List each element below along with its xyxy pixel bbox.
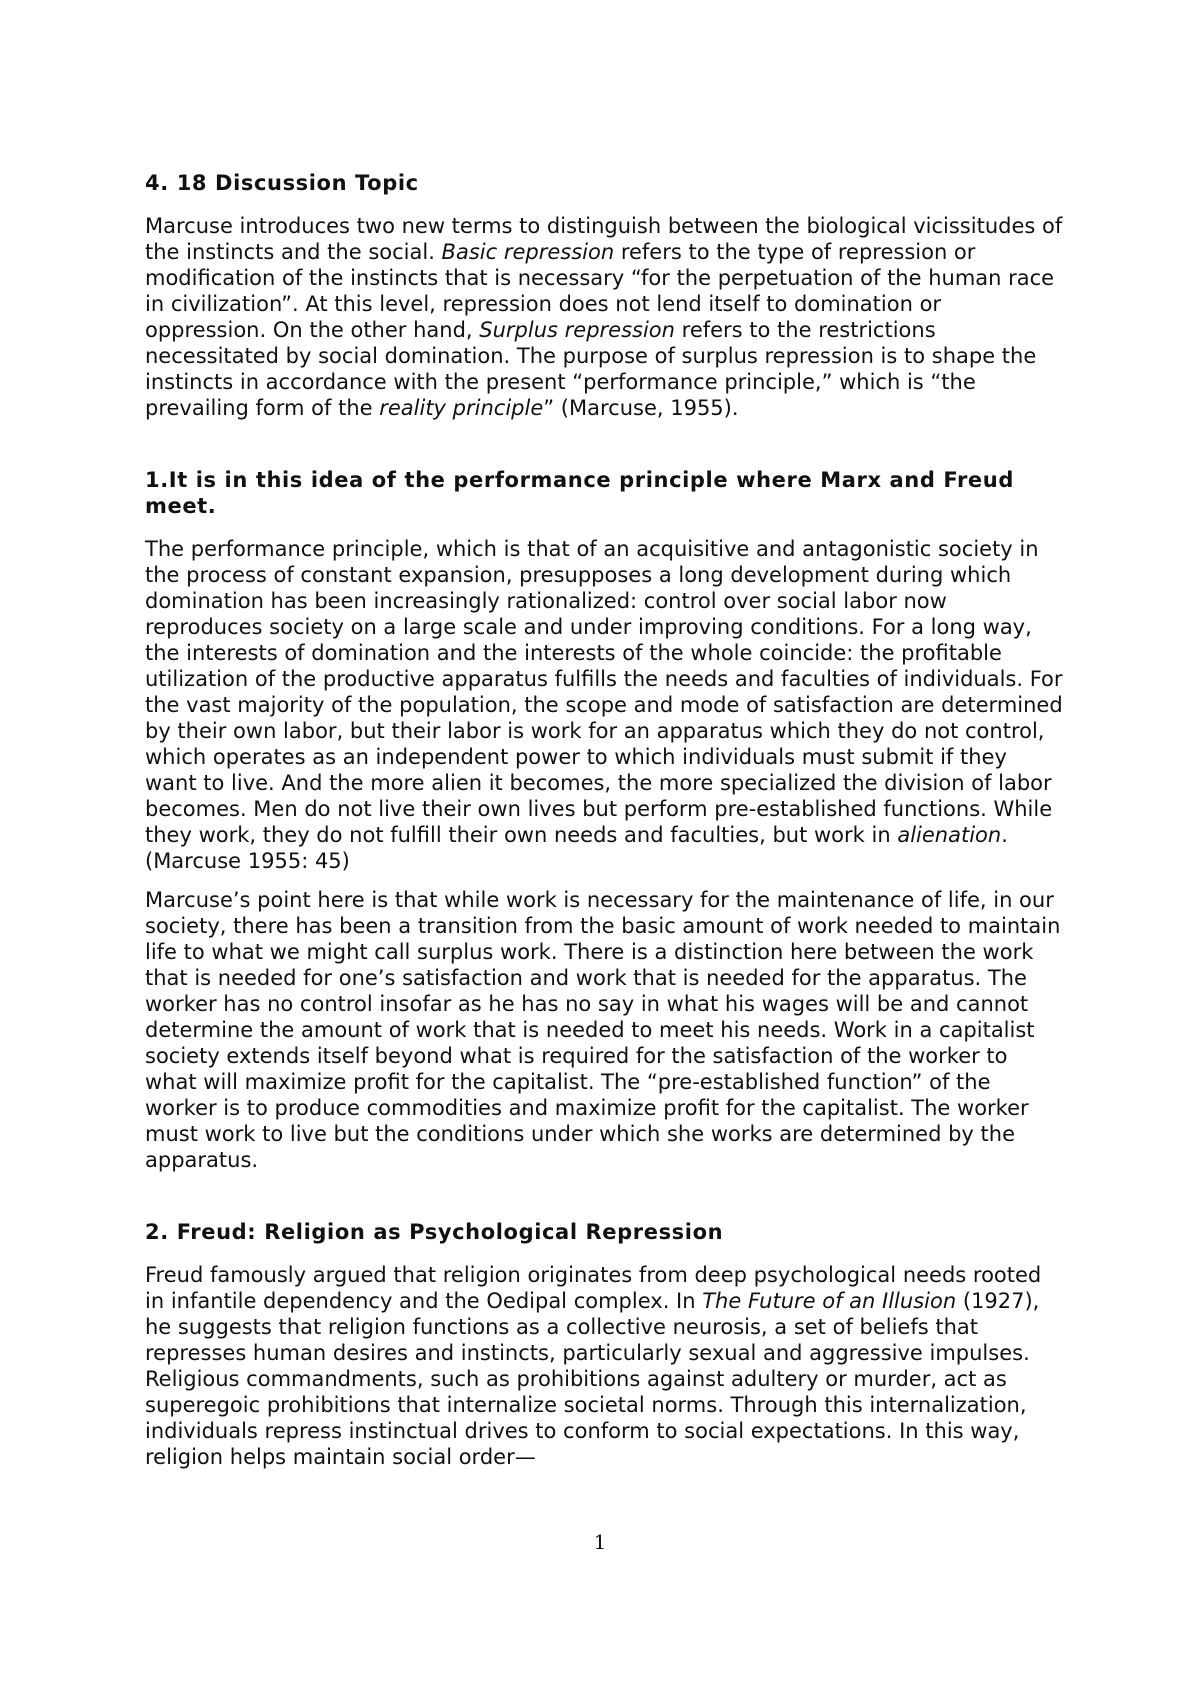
surplus-repression-term: Surplus repression [479, 318, 675, 342]
section-1-heading: 1.It is in this idea of the performance principle where Marx and Freud meet. [145, 468, 1014, 518]
discussion-topic-heading: 4. 18 Discussion Topic [145, 171, 419, 195]
freud-text-2: (1927), he suggests that religion functions as a collective neurosis, a set of beliefs that represses human desires and instincts, particularly sexual and aggressive impulses. Religious commandments, such as prohibitions against adultery or murder, act as superegoic prohibitions that internalize societal norms. Through this internalization, individuals repress instinctual drives to conform to social expectations. In this way, religion helps maintain social order— [145, 1289, 1040, 1469]
marcuse-point-paragraph: Marcuse’s point here is that while work is necessary for the maintenance of life, in our society, there has been a transition from the basic amount of work needed to maintain life to what we might call surplus work. There is a distinction here between the work that is needed for one’s satisfaction and work that is needed for the apparatus. The worker has no control insofar as he has no say in what his wages will be and cannot determine the amount of work that is needed to meet his needs. Work in a capitalist society extends itself beyond what is required for the satisfaction of the worker to what will maximize profit for the capitalist. The “pre-established function” of the worker is to produce commodities and maximize profit for the capitalist. The worker must work to live but the conditions under which she works are determined by the apparatus. [145, 888, 1061, 1172]
quote-text-2: . (Marcuse 1955: 45) [145, 823, 1008, 873]
alienation-term: alienation [897, 823, 1002, 847]
intro-paragraph [145, 213, 1063, 421]
future-of-an-illusion-title: The Future of an Illusion [702, 1289, 957, 1313]
page-content [145, 170, 1063, 1470]
quote-text-1: The performance principle, which is that of an acquisitive and antagonistic society in the process of constant expansion, presupposes a long development during which domination has been increasingly rationalized: control over social labor now reproduces society on a large scale and under improving conditions. For a long way, the interests of domination and the interests of the whole coincide: the profitable utilization of the productive apparatus fulfills the needs and faculties of individuals. For the vast majority of the population, the scope and mode of satisfaction are determined by their own labor, but their labor is work for an apparatus which they do not control, which operates as an independent power to which individuals must submit if they want to live. And the more alien it becomes, the more specialized the division of labor becomes. Men do not live their own lives but perform pre-established functions. While they work, they do not fulfill their own needs and faculties, but work in [145, 537, 1063, 847]
reality-principle-term: reality principle [379, 396, 544, 420]
freud-text-1: Freud famously argued that religion originates from deep psychological needs rooted in infantile dependency and the Oedipal complex. In [145, 1263, 1042, 1313]
page-number: 1 [593, 1530, 607, 1554]
freud-religion-paragraph [145, 1262, 1063, 1470]
intro-text-3: refers to the restrictions necessitated by social domination. The purpose of surplus repression is to shape the instincts in accordance with the present “performance principle,” which is “the prevailing form of the [145, 318, 1037, 420]
intro-text-1: Marcuse introduces two new terms to distinguish between the biological vicissitudes of the instincts and the social. [145, 214, 1063, 264]
intro-text-2: refers to the type of repression or modification of the instincts that is necessary “for the perpetuation of the human race in civilization”. At this level, repression does not lend itself to domination or oppression. On the other hand, [145, 240, 1055, 342]
basic-repression-term: Basic repression [441, 240, 615, 264]
marcuse-quote-paragraph [145, 536, 1063, 874]
section-2-heading: 2. Freud: Religion as Psychological Repression [145, 1220, 724, 1244]
intro-text-4: ” (Marcuse, 1955). [543, 396, 739, 420]
